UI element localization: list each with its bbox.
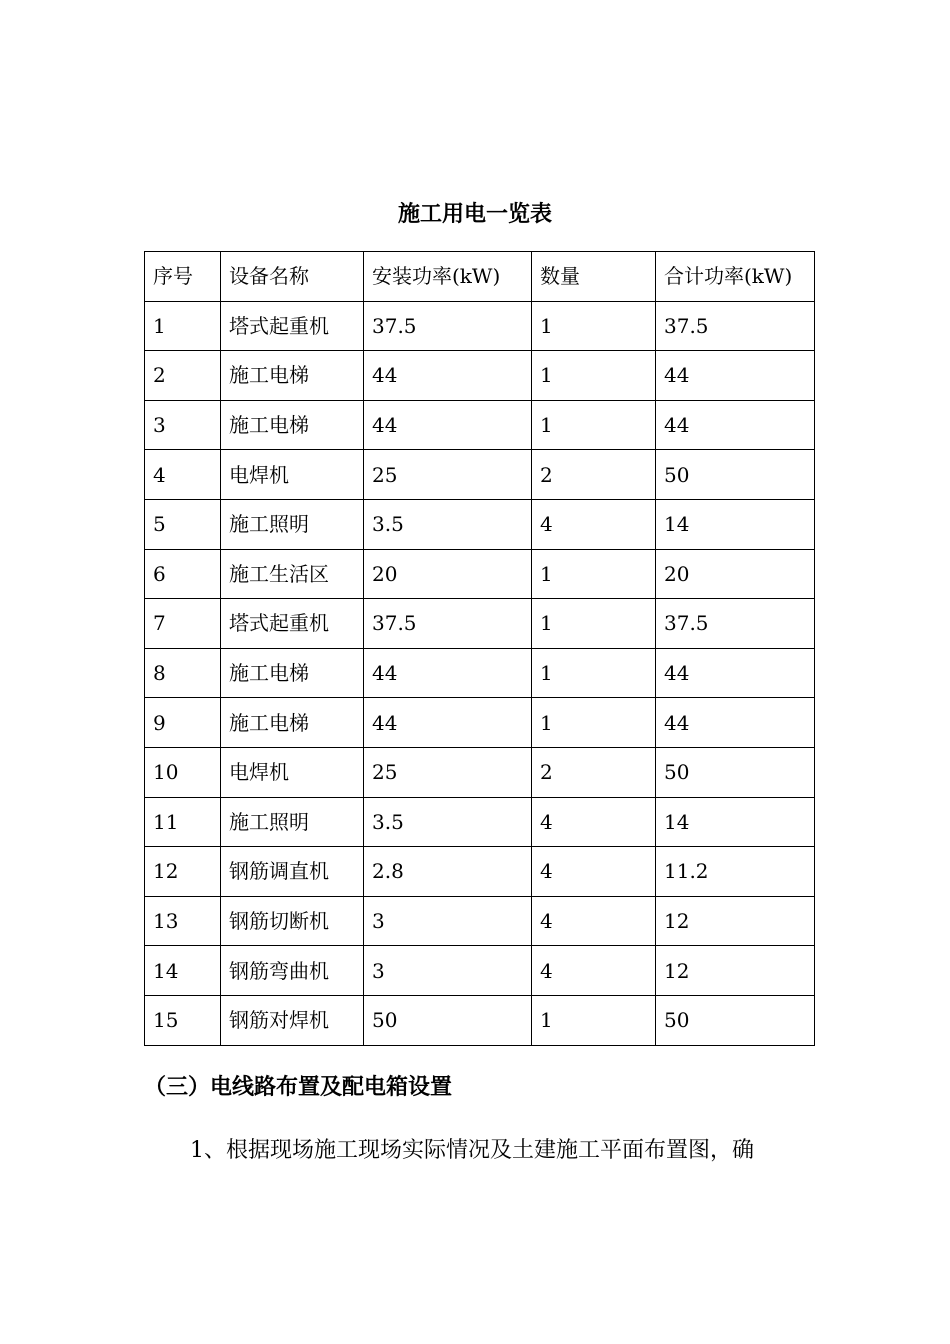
table-cell-device: 塔式起重机: [221, 301, 364, 351]
table-cell-total-power: 12: [656, 946, 815, 996]
table-cell-installed-power: 44: [364, 400, 532, 450]
table-cell-index: 10: [145, 747, 221, 797]
table-cell-quantity: 2: [532, 747, 656, 797]
table-row: [145, 549, 815, 599]
table-cell-index: 2: [145, 351, 221, 401]
table-cell-index: 15: [145, 995, 221, 1045]
table-cell-total-power: 20: [656, 549, 815, 599]
table-cell-quantity: 1: [532, 301, 656, 351]
table-cell-total-power: 14: [656, 499, 815, 549]
table-cell-total-power: 44: [656, 648, 815, 698]
table-cell-installed-power: 44: [364, 648, 532, 698]
table-cell-index: 8: [145, 648, 221, 698]
table-cell-quantity: 1: [532, 648, 656, 698]
table-title: 施工用电一览表: [397, 201, 552, 227]
table-cell-quantity: 1: [532, 698, 656, 748]
table-cell-installed-power: 25: [364, 450, 532, 500]
table-cell-index: 13: [145, 896, 221, 946]
table-header-row: [145, 252, 815, 302]
table-cell-installed-power: 3.5: [364, 499, 532, 549]
table-cell-index: 3: [145, 400, 221, 450]
table-cell-index: 11: [145, 797, 221, 847]
table-cell-device: 电焊机: [221, 450, 364, 500]
table-cell-device: 钢筋调直机: [221, 847, 364, 897]
table-cell-quantity: 4: [532, 847, 656, 897]
table-cell-quantity: 1: [532, 400, 656, 450]
table-cell-installed-power: 3.5: [364, 797, 532, 847]
table-cell-total-power: 37.5: [656, 599, 815, 649]
table-cell-index: 12: [145, 847, 221, 897]
table-row: [145, 450, 815, 500]
table-cell-installed-power: 37.5: [364, 599, 532, 649]
table-row: [145, 847, 815, 897]
table-cell-total-power: 14: [656, 797, 815, 847]
table-cell-quantity: 1: [532, 351, 656, 401]
table-cell-installed-power: 44: [364, 351, 532, 401]
table-row: [145, 400, 815, 450]
table-cell-total-power: 44: [656, 698, 815, 748]
power-usage-table: [144, 251, 815, 1046]
table-cell-device: 施工生活区: [221, 549, 364, 599]
table-cell-total-power: 37.5: [656, 301, 815, 351]
table-cell-device: 施工电梯: [221, 400, 364, 450]
table-row: [145, 747, 815, 797]
table-cell-device: 电焊机: [221, 747, 364, 797]
table-cell-index: 6: [145, 549, 221, 599]
table-cell-total-power: 11.2: [656, 847, 815, 897]
table-cell-quantity: 4: [532, 896, 656, 946]
table-cell-installed-power: 20: [364, 549, 532, 599]
table-cell-index: 7: [145, 599, 221, 649]
table-cell-quantity: 2: [532, 450, 656, 500]
table-cell-total-power: 12: [656, 896, 815, 946]
table-cell-total-power: 50: [656, 450, 815, 500]
section-heading: （三）电线路布置及配电箱设置: [144, 1074, 453, 1100]
table-cell-total-power: 50: [656, 995, 815, 1045]
table-cell-device: 施工照明: [221, 499, 364, 549]
table-cell-installed-power: 2.8: [364, 847, 532, 897]
table-cell-total-power: 50: [656, 747, 815, 797]
table-cell-installed-power: 50: [364, 995, 532, 1045]
table-cell-quantity: 1: [532, 599, 656, 649]
table-cell-device: 钢筋对焊机: [221, 995, 364, 1045]
table-row: [145, 797, 815, 847]
table-cell-total-power: 44: [656, 351, 815, 401]
table-cell-quantity: 4: [532, 946, 656, 996]
table-cell-quantity: 4: [532, 499, 656, 549]
table-cell-quantity: 4: [532, 797, 656, 847]
table-cell-device: 钢筋切断机: [221, 896, 364, 946]
header-cell-total-power: 合计功率(kW): [656, 252, 815, 302]
table-cell-installed-power: 37.5: [364, 301, 532, 351]
table-cell-device: 施工电梯: [221, 698, 364, 748]
table-cell-quantity: 1: [532, 995, 656, 1045]
table-cell-quantity: 1: [532, 549, 656, 599]
table-cell-index: 4: [145, 450, 221, 500]
table-cell-device: 施工照明: [221, 797, 364, 847]
table-row: [145, 648, 815, 698]
table-cell-index: 1: [145, 301, 221, 351]
table-row: [145, 995, 815, 1045]
table-cell-total-power: 44: [656, 400, 815, 450]
table-cell-device: 钢筋弯曲机: [221, 946, 364, 996]
table-cell-installed-power: 3: [364, 946, 532, 996]
body-paragraph: 1、根据现场施工现场实际情况及土建施工平面布置图，确: [190, 1138, 754, 1163]
table-cell-device: 施工电梯: [221, 648, 364, 698]
header-cell-quantity: 数量: [532, 252, 656, 302]
table-cell-index: 14: [145, 946, 221, 996]
table-cell-device: 塔式起重机: [221, 599, 364, 649]
table-cell-index: 9: [145, 698, 221, 748]
table-row: [145, 896, 815, 946]
header-cell-installed-power: 安装功率(kW): [364, 252, 532, 302]
table-cell-index: 5: [145, 499, 221, 549]
table-row: [145, 499, 815, 549]
table-cell-installed-power: 3: [364, 896, 532, 946]
header-cell-index: 序号: [145, 252, 221, 302]
table-row: [145, 946, 815, 996]
table-cell-device: 施工电梯: [221, 351, 364, 401]
header-cell-device: 设备名称: [221, 252, 364, 302]
table-row: [145, 698, 815, 748]
table-cell-installed-power: 44: [364, 698, 532, 748]
table-cell-installed-power: 25: [364, 747, 532, 797]
table-row: [145, 301, 815, 351]
table-row: [145, 351, 815, 401]
table-row: [145, 599, 815, 649]
